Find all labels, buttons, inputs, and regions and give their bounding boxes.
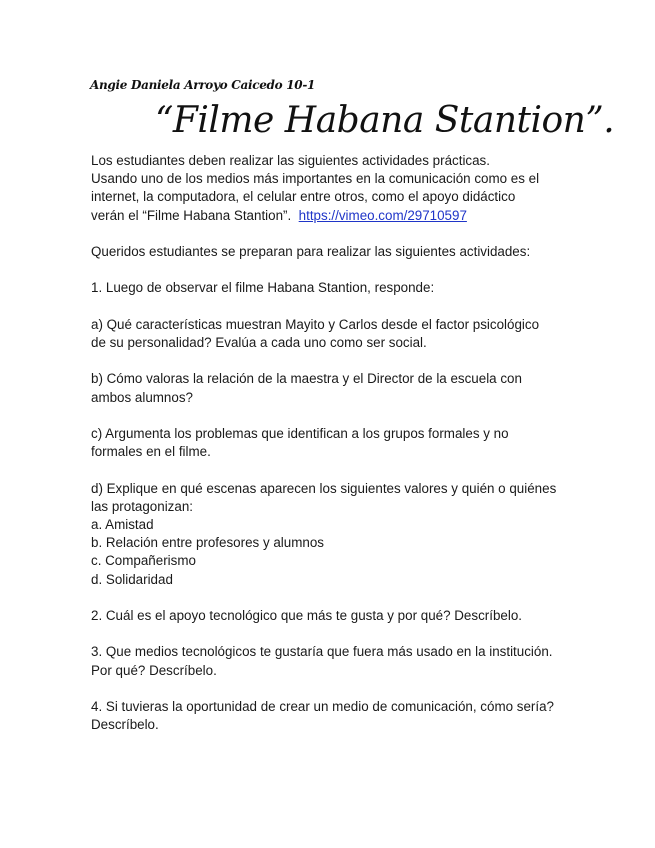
- question-3: Por qué? Descríbelo.: [91, 662, 217, 678]
- document-title: “Filme Habana Stantion”.: [155, 100, 615, 141]
- question-1c: c) Argumenta los problemas que identifican a los grupos formales y no: [91, 425, 509, 441]
- question-1d: d) Explique en qué escenas aparecen los siguientes valores y quién o quiénes: [91, 480, 557, 496]
- question-3: 3. Que medios tecnológicos te gustaría que fuera más usado en la institución.: [91, 644, 553, 660]
- question-1: 1. Luego de observar el filme Habana Stantion, responde:: [91, 280, 435, 296]
- value-item: d. Solidaridad: [91, 571, 173, 587]
- question-1b: ambos alumnos?: [91, 389, 193, 405]
- value-item: c. Compañerismo: [91, 553, 196, 569]
- intro-line-with-link: [91, 207, 581, 225]
- spacer: [91, 225, 581, 243]
- spacer: [91, 461, 581, 479]
- intro-line: Usando uno de los medios más importantes en la comunicación como es el: [91, 171, 540, 187]
- greeting: Queridos estudiantes se preparan para realizar las siguientes actividades:: [91, 244, 531, 259]
- spacer: [91, 589, 581, 607]
- question-1a: a) Qué características muestran Mayito y Carlos desde el factor psicológico: [91, 316, 540, 332]
- intro-line: Los estudiantes deben realizar las siguientes actividades prácticas.: [91, 153, 490, 168]
- value-item: a. Amistad: [91, 516, 154, 532]
- intro-line: internet, la computadora, el celular entre otros, como el apoyo didáctico: [91, 189, 516, 205]
- spacer: [91, 298, 581, 316]
- author-name: Angie Daniela Arroyo Caicedo 10-1: [90, 78, 316, 92]
- spacer: [91, 680, 581, 698]
- spacer: [91, 625, 581, 643]
- spacer: [91, 261, 581, 279]
- question-1d: las protagonizan:: [91, 498, 193, 514]
- question-1a: de su personalidad? Evalúa a cada uno como ser social.: [91, 334, 427, 350]
- video-link[interactable]: https://vimeo.com/29710597: [298, 207, 467, 223]
- intro-line: verán el “Filme Habana Stantion”.: [91, 207, 292, 223]
- spacer: [91, 352, 581, 370]
- spacer: [91, 407, 581, 425]
- question-4: 4. Si tuvieras la oportunidad de crear un medio de comunicación, cómo sería?: [91, 698, 554, 714]
- document-body: [91, 152, 581, 734]
- value-item: b. Relación entre profesores y alumnos: [91, 535, 324, 551]
- question-4: Descríbelo.: [91, 717, 159, 733]
- question-2: 2. Cuál es el apoyo tecnológico que más te gusta y por qué? Descríbelo.: [91, 607, 522, 623]
- question-1c: formales en el filme.: [91, 444, 211, 460]
- question-1b: b) Cómo valoras la relación de la maestra y el Director de la escuela con: [91, 371, 522, 387]
